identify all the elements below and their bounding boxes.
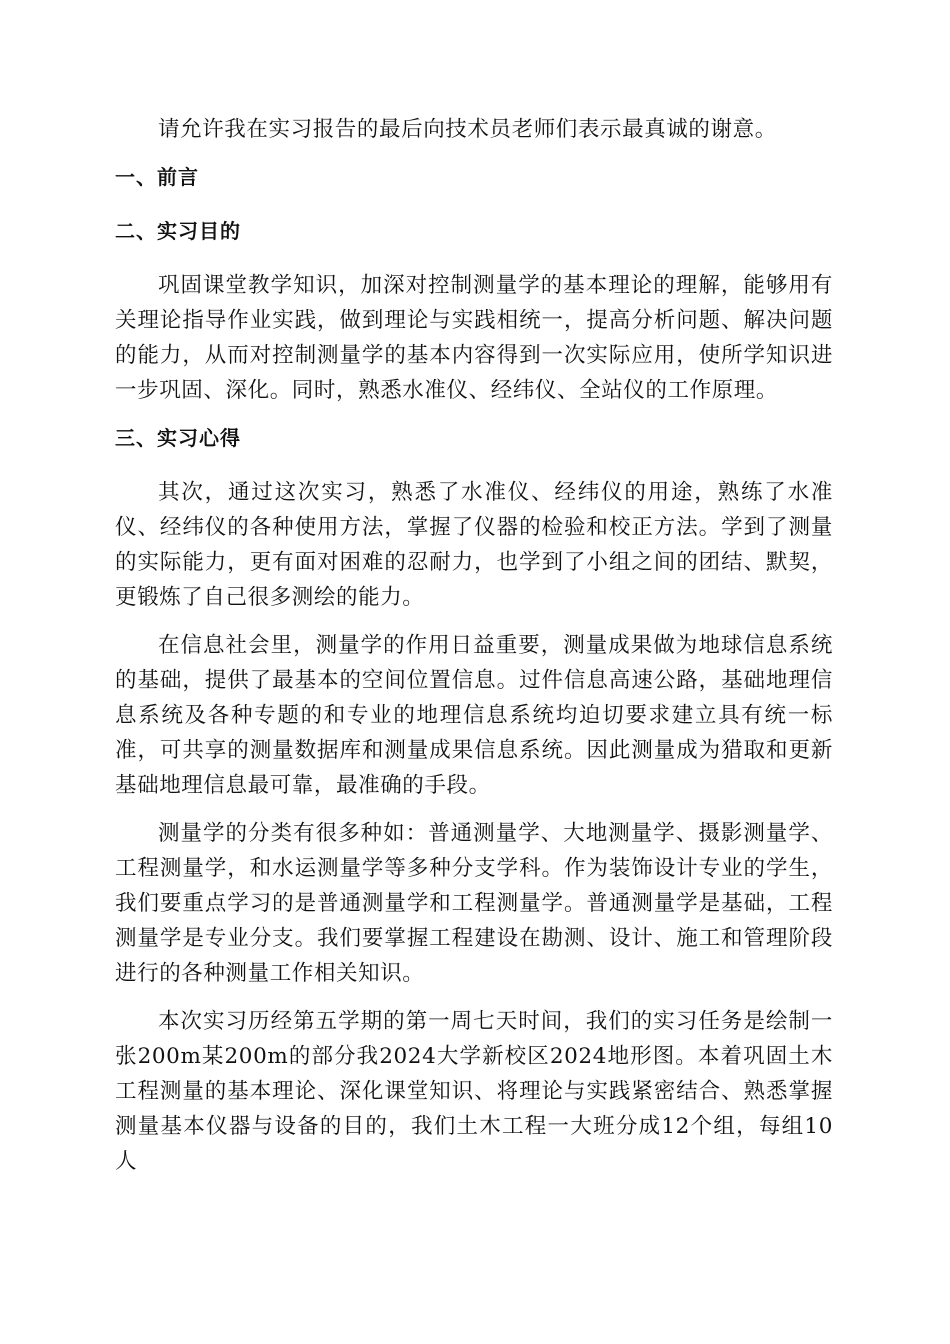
intro-paragraph: 请允许我在实习报告的最后向技术员老师们表示最真诚的谢意。	[158, 117, 777, 142]
experience-paragraph-3: 测量学的分类有很多种如：普通测量学、大地测量学、摄影测量学、工程测量学，和水运测量学等多种分支学科。作为装饰设计专业的学生，我们要重点学习的是普通测量学和工程测量学。普通测量学是基础，工程测量学是专业分支。我们要掌握工程建设在勘测、设计、施工和管理阶段进行的各种测量工作相关知识。	[115, 821, 833, 986]
purpose-paragraph: 巩固课堂教学知识，加深对控制测量学的基本理论的理解，能够用有关理论指导作业实践，做到理论与实践相统一，提高分析问题、解决问题的能力，从而对控制测量学的基本内容得到一次实际应用，使所学知识进一步巩固、深化。同时，熟悉水准仪、经纬仪、全站仪的工作原理。	[115, 273, 833, 403]
document-page	[115, 112, 833, 1179]
heading-preface: 一、前言	[115, 165, 199, 189]
experience-paragraph-4: 本次实习历经第五学期的第一周七天时间，我们的实习任务是绘制一张200m某200m的部分我2024大学新校区2024地形图。本着巩固土木工程测量的基本理论、深化课堂知识、将理论与实践紧密结合、熟悉掌握测量基本仪器与设备的目的，我们土木工程一大班分成12个组，每组10人	[115, 1009, 833, 1174]
experience-paragraph-2: 在信息社会里，测量学的作用日益重要，测量成果做为地球信息系统的基础，提供了最基本的空间位置信息。过件信息高速公路，基础地理信息系统及各种专题的和专业的地理信息系统均迫切要求建立具有统一标准，可共享的测量数据库和测量成果信息系统。因此测量成为猎取和更新基础地理信息最可靠，最准确的手段。	[115, 633, 833, 798]
heading-experience: 三、实习心得	[115, 426, 241, 450]
experience-paragraph-1: 其次，通过这次实习，熟悉了水准仪、经纬仪的用途，熟练了水准仪、经纬仪的各种使用方法，掌握了仪器的检验和校正方法。学到了测量的实际能力，更有面对困难的忍耐力，也学到了小组之间的团结、默契，更锻炼了自己很多测绘的能力。	[115, 480, 833, 610]
heading-purpose: 二、实习目的	[115, 219, 241, 243]
